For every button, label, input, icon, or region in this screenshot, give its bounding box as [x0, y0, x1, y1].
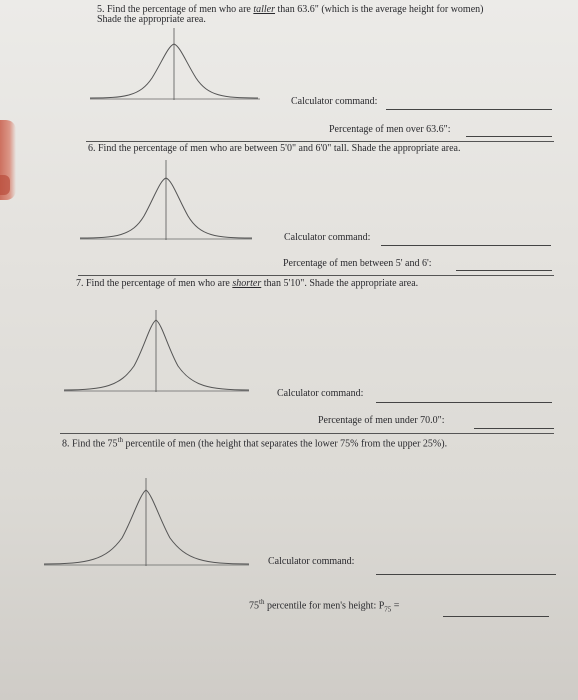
question-8-part-a: 8. Find the 75 — [62, 438, 118, 450]
question-7-result-blank[interactable] — [474, 428, 554, 429]
question-8-result-part-a: 75 — [249, 600, 259, 612]
question-5-instruction: Shade the appropriate area. — [97, 14, 206, 25]
question-7-part-a: 7. Find the percentage of men who are — [76, 278, 233, 289]
question-6-command-label: Calculator command: — [284, 232, 371, 243]
question-8-result-part-b: percentile for men's height: P — [264, 600, 385, 612]
question-7-command-blank[interactable] — [376, 402, 552, 403]
question-7-emphasis: shorter — [232, 278, 262, 289]
page-edge-shadow-2 — [0, 175, 10, 195]
question-7-text — [76, 278, 418, 290]
question-8-result-equals: = — [391, 600, 400, 612]
question-5-result-blank[interactable] — [466, 136, 552, 137]
question-8-normal-curve — [44, 478, 249, 570]
question-5-result-label: Percentage of men over 63.6": — [329, 124, 451, 135]
question-5-emphasis: taller — [253, 4, 276, 15]
question-6-command-blank[interactable] — [381, 245, 551, 246]
question-6-result-label: Percentage of men between 5' and 6': — [283, 258, 432, 269]
question-7-command-label: Calculator command: — [277, 388, 364, 399]
question-8-part-b: percentile of men (the height that separates the lower 75% from the upper 25%). — [123, 438, 448, 450]
question-8-result-superscript: th — [259, 598, 265, 606]
question-5-part-a: 5. Find the percentage of men who are — [97, 4, 254, 15]
question-5-divider — [86, 141, 554, 142]
question-6-result-blank[interactable] — [456, 270, 552, 271]
question-7-normal-curve — [64, 310, 249, 394]
question-5-command-blank[interactable] — [386, 109, 552, 110]
question-6-divider — [78, 275, 554, 276]
question-5-part-b: than 63.6" (which is the average height for women) — [275, 4, 484, 15]
question-7-part-b: than 5'10". Shade the appropriate area. — [261, 278, 419, 289]
question-6-normal-curve — [80, 160, 252, 242]
question-8-result-label — [249, 598, 399, 613]
question-5-normal-curve — [90, 28, 260, 106]
question-8-superscript: th — [117, 436, 124, 444]
question-8-result-blank[interactable] — [443, 616, 549, 617]
question-7-result-label: Percentage of men under 70.0": — [318, 415, 445, 426]
question-8-result-subscript: 75 — [384, 605, 392, 614]
question-8-command-label: Calculator command: — [268, 556, 355, 567]
question-8-text — [62, 434, 447, 450]
question-8-command-blank[interactable] — [376, 574, 556, 575]
question-6-text: 6. Find the percentage of men who are between 5'0" and 6'0" tall. Shade the appropriate area. — [88, 143, 461, 154]
question-5-command-label: Calculator command: — [291, 96, 378, 107]
